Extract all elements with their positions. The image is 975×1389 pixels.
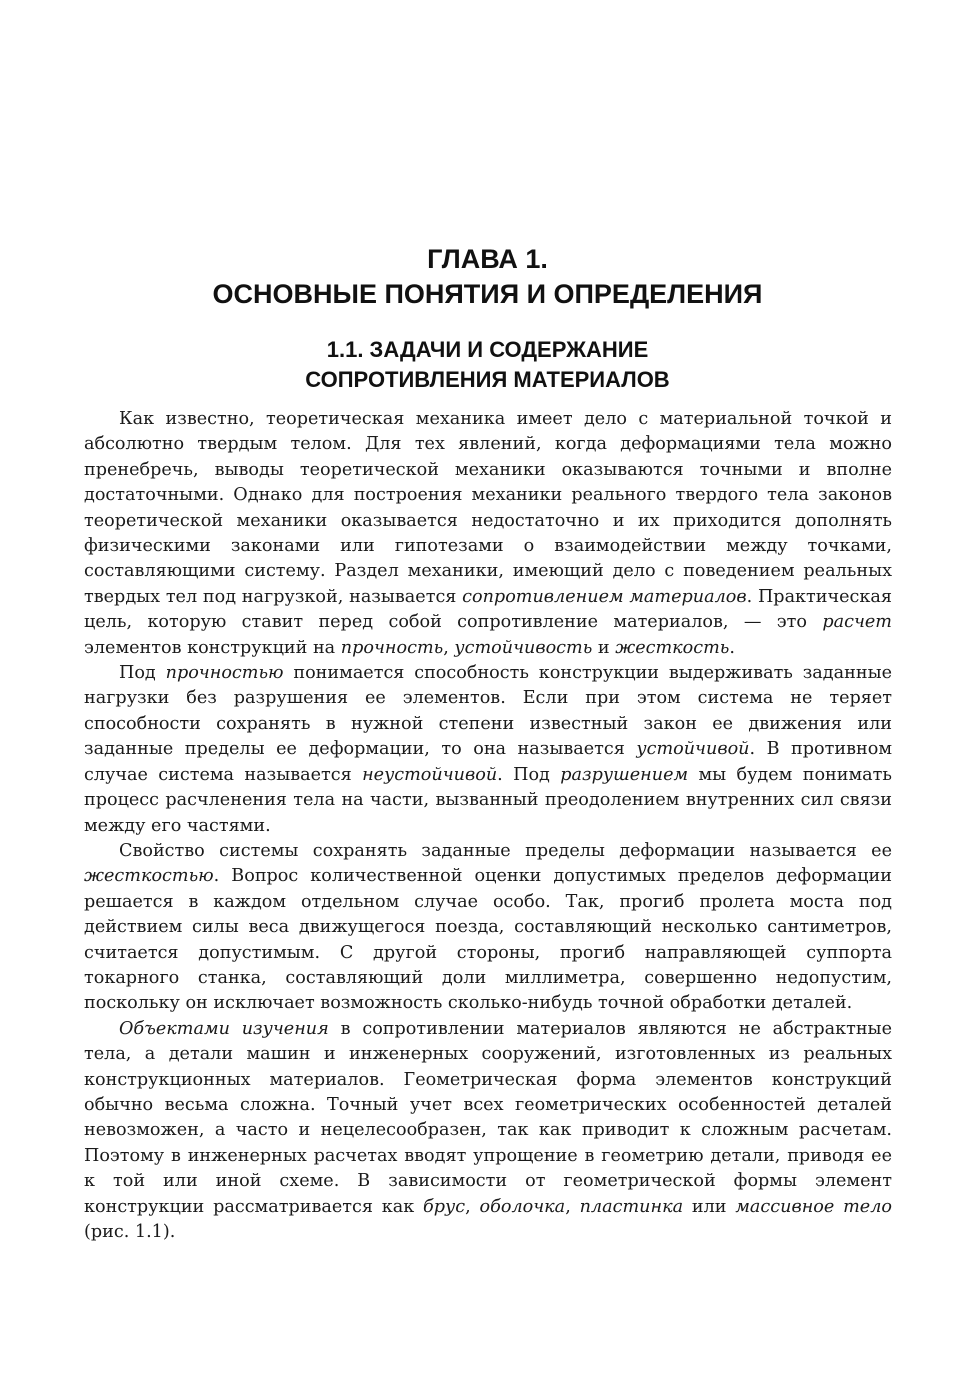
emphasized-term: жесткость [615,637,730,658]
text-run: или [683,1196,736,1217]
text-run: Под [119,663,166,684]
text-run: элементов конструкций на [84,637,341,658]
chapter-heading [0,242,975,312]
emphasized-term: брус [423,1196,466,1217]
body-text [84,407,892,1245]
text-run: . В противном случае система называется [84,739,893,785]
text-run: . Вопрос количественной оценки допустимых пределов деформации решается в каждом отдельном случае особо. Так, прогиб пролета моста под действием силы веса движущегося поезда, составляющий несколько сантиметров, считается допустимым. С другой стороны, прогиб направляющей суппорта токарного станка, составляющий доли миллиметра, совершенно недопустим, поскольку он исключает возможность сколько-нибудь точной обработки деталей. [84,866,892,1014]
text-run: , [465,1196,480,1217]
section-heading [0,335,975,395]
text-run: . [729,637,735,658]
text-run: понимается способность конструкции выдерживать заданные нагрузки без разрушения ее элементов. Если при этом система не теряет способности сохранять в нужной степени известный закон ее движения или заданные пределы ее деформации, то она называется [84,663,892,760]
paragraph [84,1017,892,1246]
emphasized-term: массивное тело [735,1196,892,1217]
paragraph [84,661,892,839]
text-run: и [592,637,616,658]
emphasized-term: устойчивой [636,739,750,760]
text-run: (рис. 1.1). [84,1222,176,1242]
emphasized-term: сопротивлением материалов [462,586,747,607]
section-title-line-1: 1.1. ЗАДАЧИ И СОДЕРЖАНИЕ [326,337,649,362]
emphasized-term: Объектами изучения [119,1018,329,1039]
emphasized-term: прочность [340,637,444,658]
text-run: в сопротивлении материалов являются не абстрактные тела, а детали машин и инженерных сооружений, изготовленных из реальных конструкционных материалов. Геометрическая форма элементов конструкций обычно весьма сложна. Точный учет всех геометрических особенностей деталей невозможен, а часто и нецелесообразен, так как приводит к сложным расчетам. Поэтому в инженерных расчетах вводят упрощение в геометрию детали, приводя ее к той или иной схеме. В зависимости от геометрической формы элемент конструкции рассматривается как [84,1018,892,1217]
chapter-number: ГЛАВА 1. [427,244,548,274]
emphasized-term: жесткостью [84,866,214,887]
text-run: . Под [497,764,561,785]
emphasized-term: оболочка [479,1196,566,1217]
emphasized-term: пластинка [579,1196,684,1217]
text-run: мы будем понимать процесс расчленения тела на части, вызванный преодолением внутренних сил связи между его частями. [84,764,892,836]
chapter-title: ОСНОВНЫЕ ПОНЯТИЯ И ОПРЕДЕЛЕНИЯ [212,279,763,309]
text-run: . Практическая цель, которую ставит перед собой сопротивление материалов, — это [84,586,892,633]
text-run: , [565,1196,580,1217]
section-title-line-2: СОПРОТИВЛЕНИЯ МАТЕРИАЛОВ [305,367,670,392]
text-run: , [443,637,455,658]
emphasized-term: прочностью [165,663,284,684]
emphasized-term: неустойчивой [362,764,498,785]
emphasized-term: расчет [822,612,892,633]
text-run: Как известно, теоретическая механика имеет дело с материальной точкой и абсолютно твердым телом. Для тех явлений, когда деформациями тела можно пренебречь, выводы теоретической механики оказываются точными и вполне достаточными. Однако для построения механики реального твердого тела законов теоретической механики оказывается недостаточно и их приходится дополнять физическими законами или гипотезами о взаимодействии между точками, составляющими систему. Раздел механики, имеющий дело с поведением реальных твердых тел под нагрузкой, называется [84,409,892,607]
paragraph [84,839,892,1017]
emphasized-term: устойчивость [454,637,593,658]
paragraph [84,407,892,661]
text-run: Свойство системы сохранять заданные пределы деформации называется ее [119,840,892,861]
emphasized-term: разрушением [560,764,689,785]
